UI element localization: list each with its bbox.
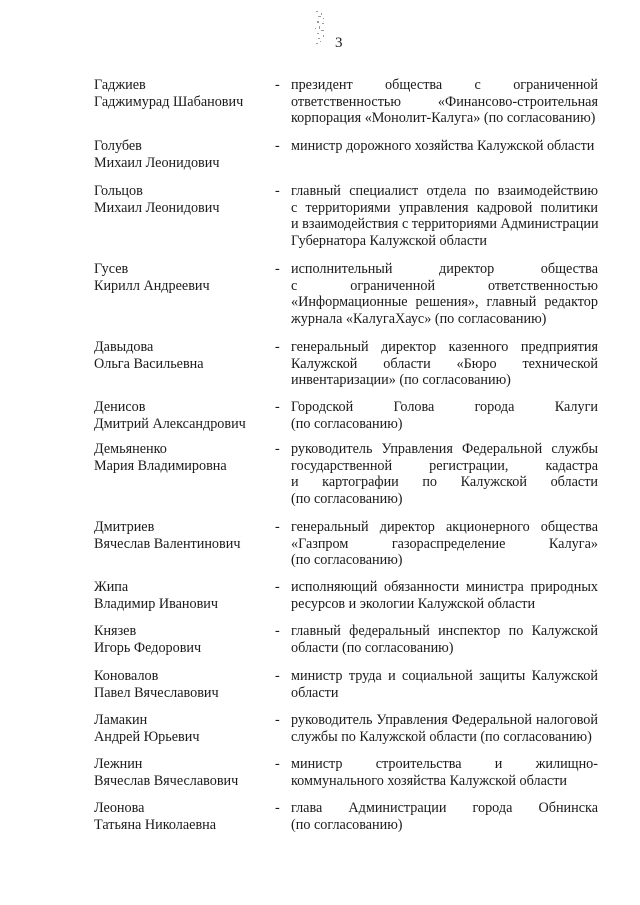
role-line: главный федеральный инспектор по Калужской (291, 623, 598, 639)
member-name (94, 261, 269, 294)
role-line: Губернатора Калужской области (291, 232, 487, 249)
member-role (291, 519, 598, 569)
dash-separator: - (275, 77, 280, 93)
role-line: журнала «КалугаХаус» (по согласованию) (291, 310, 547, 327)
member-name (94, 138, 269, 171)
role-line: области (291, 684, 339, 701)
role-line: корпорация «Монолит-Калуга» (по согласованию) (291, 110, 596, 126)
member-given-names: Дмитрий Александрович (94, 415, 246, 432)
member-name (94, 756, 269, 789)
role-line: ответственностью «Финансово-строительная (291, 93, 598, 110)
member-role (291, 712, 598, 745)
role-line: области (по согласованию) (291, 639, 454, 656)
role-line: президент общества с ограниченной (291, 77, 598, 93)
role-line: генеральный директор казенного предприятия (291, 339, 598, 355)
member-name (94, 183, 269, 216)
dash-separator: - (275, 579, 280, 595)
dash-separator: - (275, 138, 280, 154)
member-given-names: Павел Вячеславович (94, 684, 219, 701)
member-given-names: Вячеслав Вячеславович (94, 772, 239, 789)
member-given-names: Гаджимурад Шабанович (94, 93, 244, 110)
member-surname: Князев (94, 623, 137, 639)
dash-separator: - (275, 339, 280, 355)
role-line: коммунального хозяйства Калужской области (291, 772, 567, 789)
member-name (94, 579, 269, 612)
role-line: руководитель Управления Федеральной налоговой (291, 712, 598, 728)
role-line: (по согласованию) (291, 816, 403, 833)
member-role (291, 800, 598, 833)
member-role (291, 261, 598, 327)
dash-separator: - (275, 756, 280, 772)
role-line: службы по Калужской области (по согласованию) (291, 728, 592, 745)
role-line: государственной регистрации, кадастра (291, 457, 598, 474)
role-line: (по согласованию) (291, 415, 403, 432)
member-given-names: Кирилл Андреевич (94, 277, 210, 294)
role-line: исполняющий обязанности министра природных (291, 579, 598, 595)
role-line: (по согласованию) (291, 490, 403, 507)
member-role (291, 399, 598, 432)
member-role (291, 623, 598, 656)
member-surname: Гаджиев (94, 77, 146, 93)
role-line: главный специалист отдела по взаимодействию (291, 183, 598, 199)
role-line: и взаимодействия с территориями Администрации (291, 216, 599, 232)
dash-separator: - (275, 668, 280, 684)
dash-separator: - (275, 712, 280, 728)
member-name (94, 519, 269, 552)
member-given-names: Михаил Леонидович (94, 154, 220, 171)
role-line: «Информационные решения», главный редактор (291, 294, 598, 310)
page-number: 3 (335, 35, 343, 51)
member-surname: Лежнин (94, 756, 143, 772)
member-role (291, 138, 598, 155)
member-given-names: Ольга Васильевна (94, 355, 204, 372)
role-line: министр дорожного хозяйства Калужской области (291, 138, 595, 154)
role-line: «Газпром газораспределение Калуга» (291, 535, 598, 552)
dash-separator: - (275, 261, 280, 277)
member-surname: Давыдова (94, 339, 154, 355)
role-line: (по согласованию) (291, 552, 403, 568)
member-surname: Коновалов (94, 668, 159, 684)
member-name (94, 668, 269, 701)
member-surname: Леонова (94, 800, 145, 816)
dash-separator: - (275, 399, 280, 415)
member-role (291, 77, 598, 127)
role-line: Калужской области «Бюро технической (291, 355, 598, 372)
member-surname: Демьяненко (94, 441, 167, 457)
member-surname: Гусев (94, 261, 129, 277)
role-line: глава Администрации города Обнинска (291, 800, 598, 816)
member-surname: Жипа (94, 579, 129, 595)
dash-separator: - (275, 183, 280, 199)
dash-separator: - (275, 800, 280, 816)
role-line: Городской Голова города Калуги (291, 399, 598, 415)
member-role (291, 441, 598, 507)
member-name (94, 623, 269, 656)
role-line: генеральный директор акционерного общества (291, 519, 598, 535)
member-name (94, 77, 269, 110)
member-surname: Гольцов (94, 183, 143, 199)
member-surname: Денисов (94, 399, 146, 415)
member-role (291, 756, 598, 789)
role-line: инвентаризации» (по согласованию) (291, 372, 511, 388)
member-name (94, 800, 269, 833)
member-surname: Голубев (94, 138, 142, 154)
stamp-mark (312, 8, 330, 48)
role-line: с ограниченной ответственностью (291, 277, 598, 294)
member-name (94, 339, 269, 372)
member-role (291, 579, 598, 612)
member-given-names: Игорь Федорович (94, 639, 202, 656)
member-given-names: Татьяна Николаевна (94, 816, 217, 833)
member-role (291, 183, 598, 249)
member-role (291, 668, 598, 701)
member-surname: Дмитриев (94, 519, 155, 535)
member-given-names: Михаил Леонидович (94, 199, 220, 216)
member-given-names: Андрей Юрьевич (94, 728, 200, 745)
role-line: и картографии по Калужской области (291, 474, 598, 490)
member-given-names: Вячеслав Валентинович (94, 535, 241, 552)
role-line: ресурсов и экологии Калужской области (291, 595, 536, 612)
dash-separator: - (275, 441, 280, 457)
member-given-names: Владимир Иванович (94, 595, 219, 612)
role-line: с территориями управления кадровой политики (291, 199, 598, 216)
member-name (94, 441, 269, 474)
role-line: министр строительства и жилищно- (291, 756, 598, 772)
member-name (94, 712, 269, 745)
member-name (94, 399, 269, 432)
role-line: руководитель Управления Федеральной службы (291, 441, 598, 457)
dash-separator: - (275, 623, 280, 639)
dash-separator: - (275, 519, 280, 535)
member-given-names: Мария Владимировна (94, 457, 227, 474)
role-line: исполнительный директор общества (291, 261, 598, 277)
member-surname: Ламакин (94, 712, 148, 728)
role-line: министр труда и социальной защиты Калужской (291, 668, 598, 684)
member-role (291, 339, 598, 389)
